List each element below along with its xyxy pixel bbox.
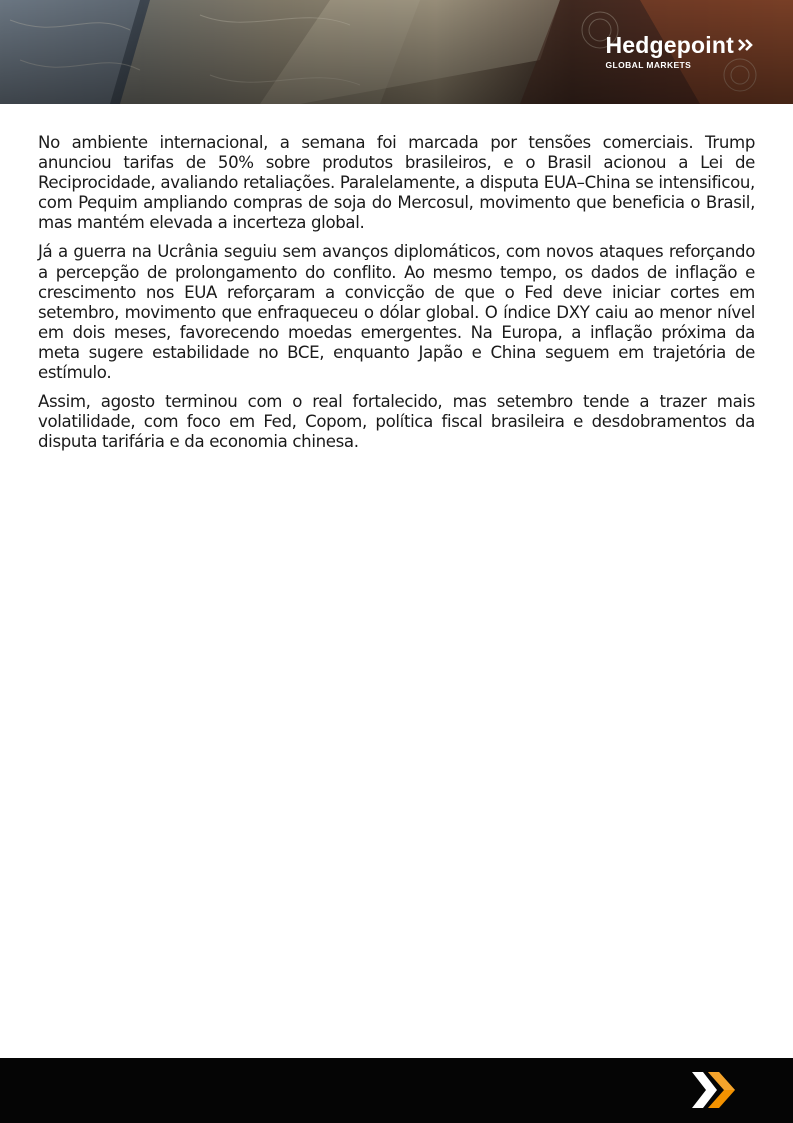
paragraph-international: No ambiente internacional, a semana foi marcada por tensões comerciais. Trump anunciou tarifas de 50% sobre produtos brasileiros, e o Brasil acionou a Lei de Reciprocidade, avaliando retaliações. Paralelamente, a disputa EUA–China se intensificou, com Pequim ampliando compras de soja do Mercosul, movimento que beneficia o Brasil, mas mantém elevada a incerteza global. — [38, 133, 755, 233]
brand-tagline: GLOBAL MARKETS — [605, 60, 692, 70]
brand-name: Hedgepoint — [605, 32, 734, 58]
header-banner — [0, 0, 793, 104]
paragraph-outlook: Assim, agosto terminou com o real fortalecido, mas setembro tende a trazer mais volatilidade, com foco em Fed, Copom, política fiscal brasileira e desdobramentos da disputa tarifária e da economia chinesa. — [38, 392, 755, 452]
footer-bar — [0, 1058, 793, 1123]
double-chevron-right-icon — [737, 38, 755, 52]
paragraph-ukraine-fed: Já a guerra na Ucrânia seguiu sem avanços diplomáticos, com novos ataques reforçando a percepção de prolongamento do conflito. Ao mesmo tempo, os dados de inflação e crescimento nos EUA reforçaram a convicção de que o Fed deve iniciar cortes em setembro, movimento que enfraqueceu o dólar global. O índice DXY caiu ao menor nível em dois meses, favorecendo moedas emergentes. Na Europa, a inflação próxima da meta sugere estabilidade no BCE, enquanto Japão e China seguem em trajetória de estímulo. — [38, 242, 755, 383]
brand-logo — [606, 31, 756, 70]
article-body — [38, 133, 755, 461]
hedgepoint-chevron-logo-icon — [690, 1070, 738, 1110]
